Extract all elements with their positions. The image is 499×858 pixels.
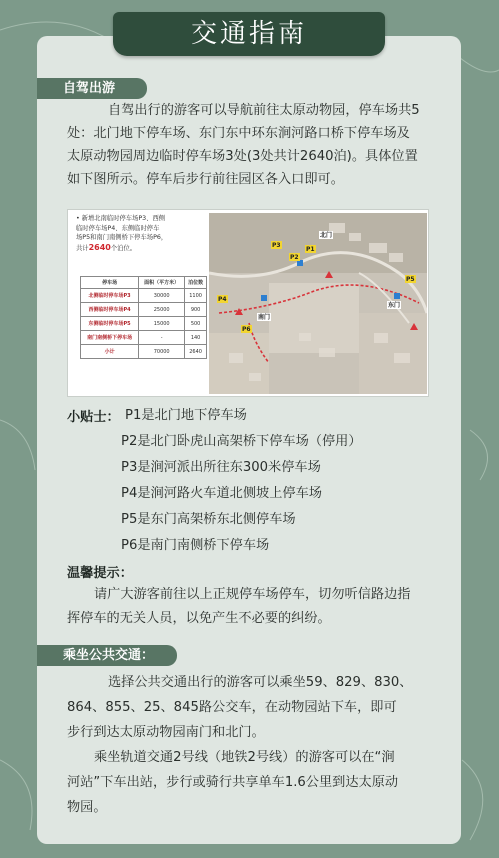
tips-heading: 小贴士：: [67, 410, 120, 425]
warm-line-1: 请广大游客前往以上正规停车场停车，切勿听信路边指: [94, 587, 411, 602]
bus-line-3: 步行到达太原动物园南门和北门。: [67, 725, 265, 740]
map-label-p3: P3: [272, 242, 281, 249]
parking-map-figure: [67, 209, 429, 397]
map-label-p5: P5: [406, 276, 415, 283]
tip-item: P2是北门卧虎山高架桥下停车场（停用）: [121, 434, 362, 449]
public-transport-heading: 乘坐公共交通：: [37, 645, 177, 666]
table-row: 东侧临时停车场P5 15000 500: [81, 317, 207, 331]
self-drive-line-3: 太原动物园周边临时停车场3处(3处共计2640泊)。具体位置: [67, 149, 418, 164]
map-label-north-gate: 北门: [320, 232, 333, 239]
tip-item: P6是南门南侧桥下停车场: [121, 538, 270, 553]
map-label-p2: P2: [290, 254, 299, 261]
tip-item: P3是涧河派出所往东300米停车场: [121, 460, 321, 475]
page-title: 交通指南: [113, 12, 385, 56]
bus-line-2: 864、855、25、845路公交车，在动物园站下车，即可: [67, 700, 397, 715]
map-label-p1: P1: [306, 246, 315, 253]
tip-item: P1是北门地下停车场: [125, 408, 247, 423]
warm-heading: 温馨提示：: [67, 566, 133, 581]
map-label-p6: P6: [242, 326, 251, 333]
self-drive-line-1: 自驾出行的游客可以导航前往太原动物园，停车场共5: [108, 103, 420, 118]
table-row: 小计 70000 2640: [81, 345, 207, 359]
satellite-map: [209, 213, 427, 394]
table-row: 北侧临时停车场P3 30000 1100: [81, 289, 207, 303]
table-row: 南门南侧桥下停车场 - 140: [81, 331, 207, 345]
metro-line-1: 乘坐轨道交通2号线（地铁2号线）的游客可以在“涧: [94, 750, 395, 765]
self-drive-line-4: 如下图所示。停车后步行前往园区各入口即可。: [67, 172, 344, 187]
metro-line-3: 物园。: [67, 800, 107, 815]
total-spaces: 2640: [88, 242, 111, 252]
map-label-east-gate: 东门: [388, 302, 401, 309]
map-label-p4: P4: [218, 296, 227, 303]
self-drive-line-2: 处：北门地下停车场、东门东中环东涧河路口桥下停车场及: [67, 126, 410, 141]
self-drive-heading: 自驾出游: [37, 78, 147, 99]
warm-line-2: 挥停车的无关人员，以免产生不必要的纠纷。: [67, 611, 331, 626]
map-note: • 新增北南临时停车场P3、西侧 临时停车场P4、东侧临时停车 场P5和南门南侧桥下停车场P6， 共计2640个泊位。: [76, 215, 168, 252]
map-label-south-gate: 南门: [258, 314, 271, 321]
bus-line-1: 选择公共交通出行的游客可以乘坐59、829、830、: [108, 675, 413, 690]
parking-table: 停车场 面积（平方米） 泊位数 北侧临时停车场P3 30000 1100 西侧临时停车场P4 25000 900 东侧临时停车场P5 15000 500 南门南侧桥下停车场 - 140 小计 70000 2640: [80, 276, 207, 359]
tip-item: P5是东门高架桥东北侧停车场: [121, 512, 296, 527]
tip-item: P4是涧河路火车道北侧坡上停车场: [121, 486, 322, 501]
metro-line-2: 河站”下车出站，步行或骑行共享单车1.6公里到达太原动: [67, 775, 399, 790]
table-row: 西侧临时停车场P4 25000 900: [81, 303, 207, 317]
